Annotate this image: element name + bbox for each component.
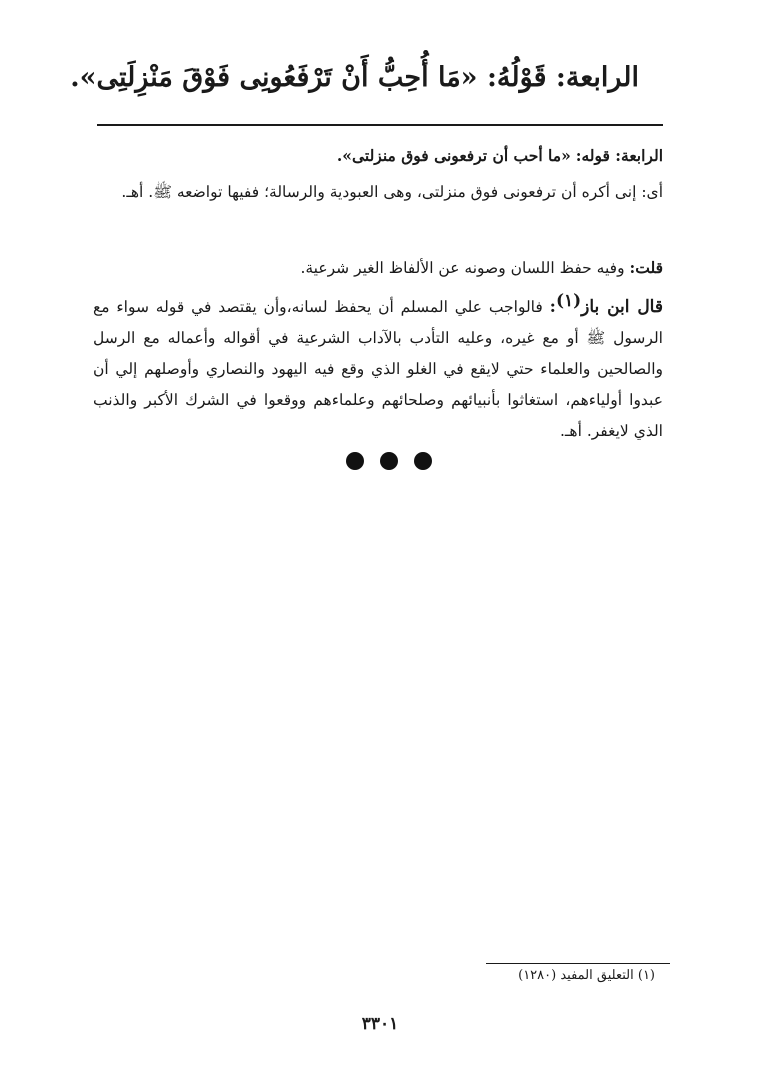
paragraph-quote	[93, 140, 663, 172]
paragraph-lead: قال ابن باز	[581, 297, 663, 318]
separator-dot	[380, 452, 398, 470]
footnote-rule	[486, 963, 670, 964]
paragraph-text: وفيه حفظ اللسان وصونه عن الألفاظ الغير شرعية.	[300, 259, 625, 277]
footnote-reference: (١)	[555, 291, 582, 311]
paragraph-note	[93, 252, 663, 284]
section-separator	[346, 452, 436, 474]
footnote: (١) التعليق المفيد (١٢٨٠)	[518, 968, 655, 983]
paragraph-text: أى: إنى أكره أن ترفعونى فوق منزلتى، وهى العبودية والرسالة؛ ففيها تواضعه ﷺ. أهـ.	[121, 183, 663, 201]
paragraph-lead: قلت:	[629, 258, 663, 277]
paragraph-ibn-baz	[93, 286, 663, 447]
page-number: ٣٣٠١	[361, 1014, 399, 1034]
separator-dot	[414, 452, 432, 470]
paragraph-text: فالواجب علي المسلم أن يحفظ لسانه،وأن يقتصد في قوله سواء مع الرسول ﷺ أو مع غيره، وعليه التأدب بالآداب الشرعية في أقواله وأعماله مع الرسل والصالحين والعلماء حتي لايقع في الغلو الذي وقع فيه اليهود والنصاري وأوصلهم إلي أن عبدوا أولياءهم، استغاثوا بأنبيائهم وصلحائهم وعلماءهم ووقعوا في الشرك الأكبر والذنب الذي لايغفر. أهـ.	[93, 298, 663, 441]
paragraph-lead: الرابعة: قوله:	[575, 146, 663, 165]
separator-dot	[346, 452, 364, 470]
lead-colon: :	[549, 297, 556, 318]
paragraph-explanation	[93, 177, 663, 208]
paragraph-text: «ما أحب أن ترفعونى فوق منزلتى».	[336, 146, 571, 165]
section-heading: الرابعة: قَوْلُهُ: «مَا أُحِبُّ أَنْ تَرْفَعُونِى فَوْقَ مَنْزِلَتِى».	[70, 62, 639, 93]
heading-rule	[97, 124, 663, 126]
